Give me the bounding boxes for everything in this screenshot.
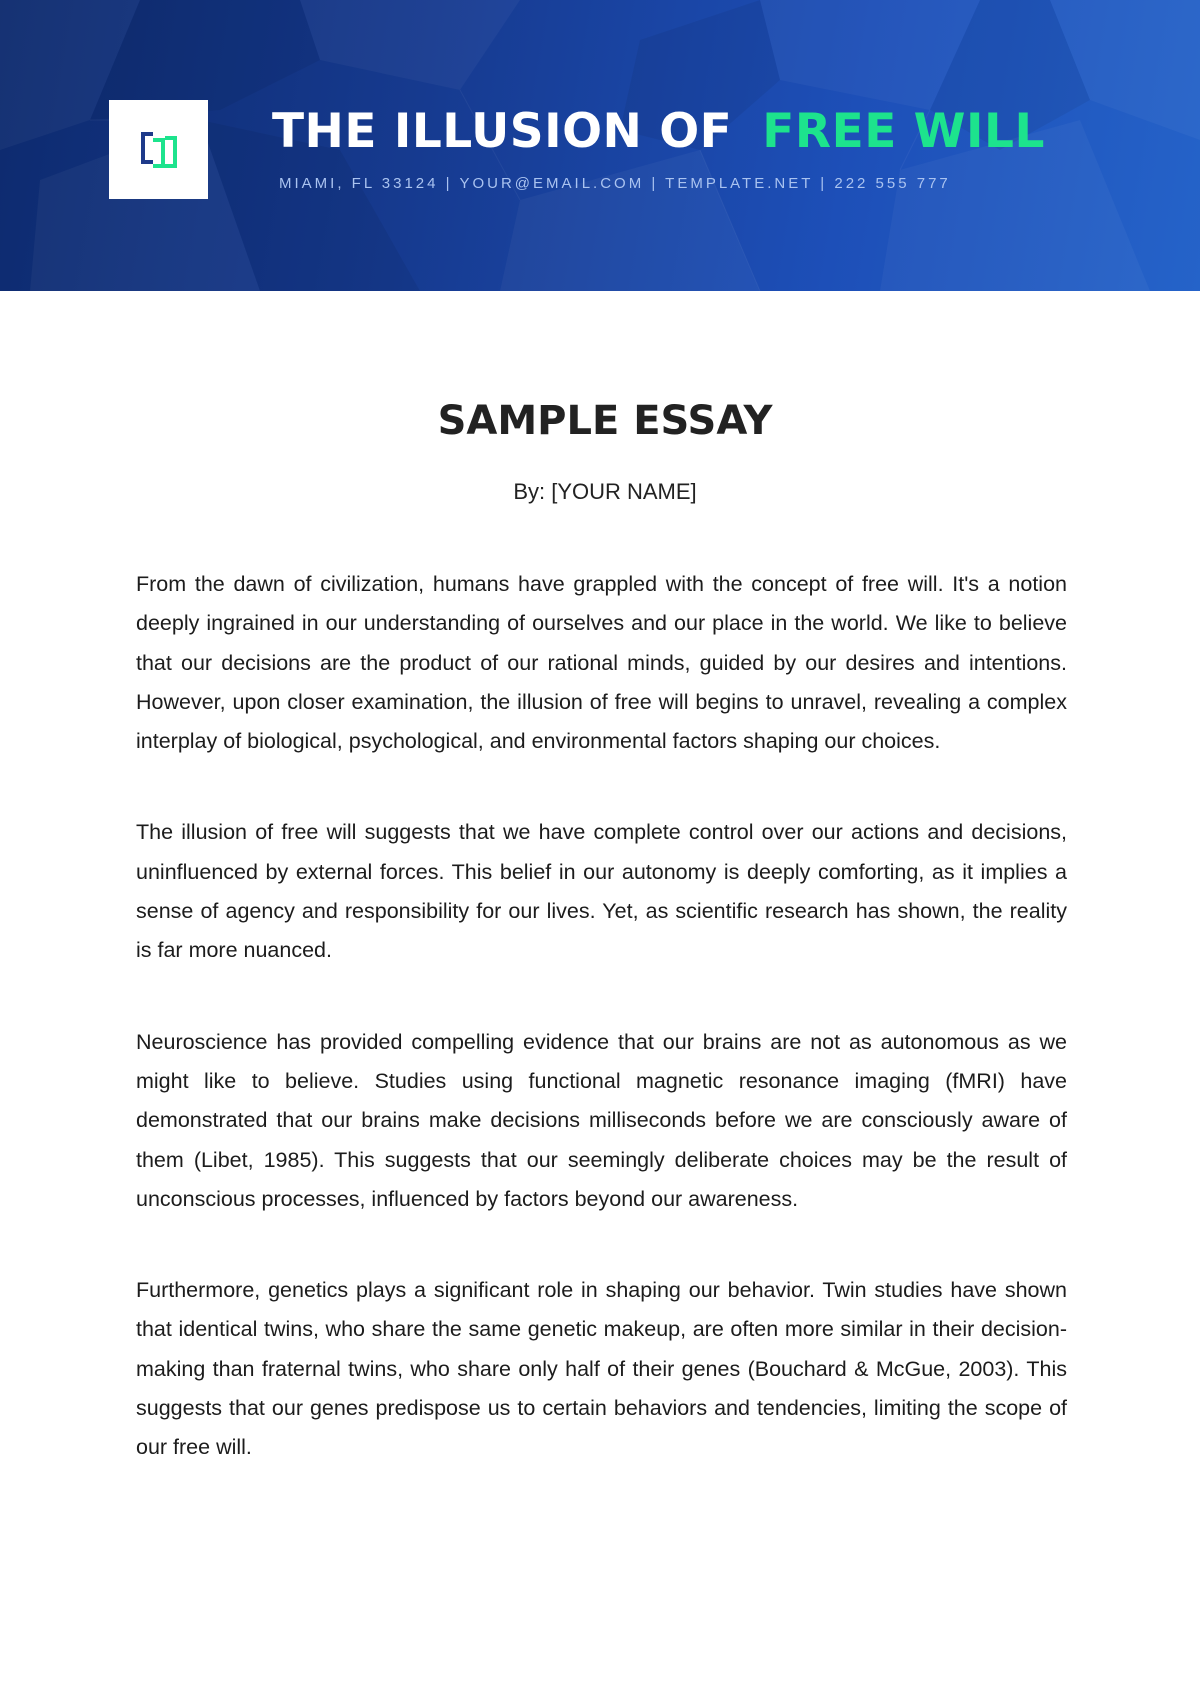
header-banner [0,0,1200,291]
essay-title: SAMPLE ESSAY [437,398,773,444]
essay-byline: By: [YOUR NAME] [513,479,697,504]
essay-paragraph: From the dawn of civilization, humans have grappled with the concept of free will. It's a notion deeply ingrained in our understanding of ourselves and our place in the world. We like to believe that our decisions are the product of our rational minds, guided by our desires and intentions. However, upon closer examination, the illusion of free will begins to unravel, revealing a complex interplay of biological, psychological, and environmental factors shaping our choices. [136,572,1067,754]
contact-info: MIAMI, FL 33124 | YOUR@EMAIL.COM | TEMPLATE.NET | 222 555 777 [279,175,951,192]
title-main: THE ILLUSION OF [272,104,733,159]
document-title [272,104,1045,159]
bracket-logo-icon [137,128,181,172]
essay-paragraph: Furthermore, genetics plays a significant role in shaping our behavior. Twin studies have shown that identical twins, who share the same genetic makeup, are often more similar in their decision-making than fraternal twins, who share only half of their genes (Bouchard & McGue, 2003). This suggests that our genes predispose us to certain behaviors and tendencies, limiting the scope of our free will. [136,1278,1067,1460]
title-accent: FREE WILL [762,104,1045,159]
logo [109,100,208,199]
essay-paragraph: Neuroscience has provided compelling evidence that our brains are not as autonomous as we might like to believe. Studies using functional magnetic resonance imaging (fMRI) have demonstrated that our brains make decisions milliseconds before we are consciously aware of them (Libet, 1985). This suggests that our seemingly deliberate choices may be the result of unconscious processes, influenced by factors beyond our awareness. [136,1029,1067,1211]
essay-paragraph: The illusion of free will suggests that we have complete control over our actions and decisions, uninfluenced by external forces. This belief in our autonomy is deeply comforting, as it implies a sense of agency and responsibility for our lives. Yet, as scientific research has shown, the reality is far more nuanced. [136,820,1067,963]
essay-body [136,565,1067,1520]
